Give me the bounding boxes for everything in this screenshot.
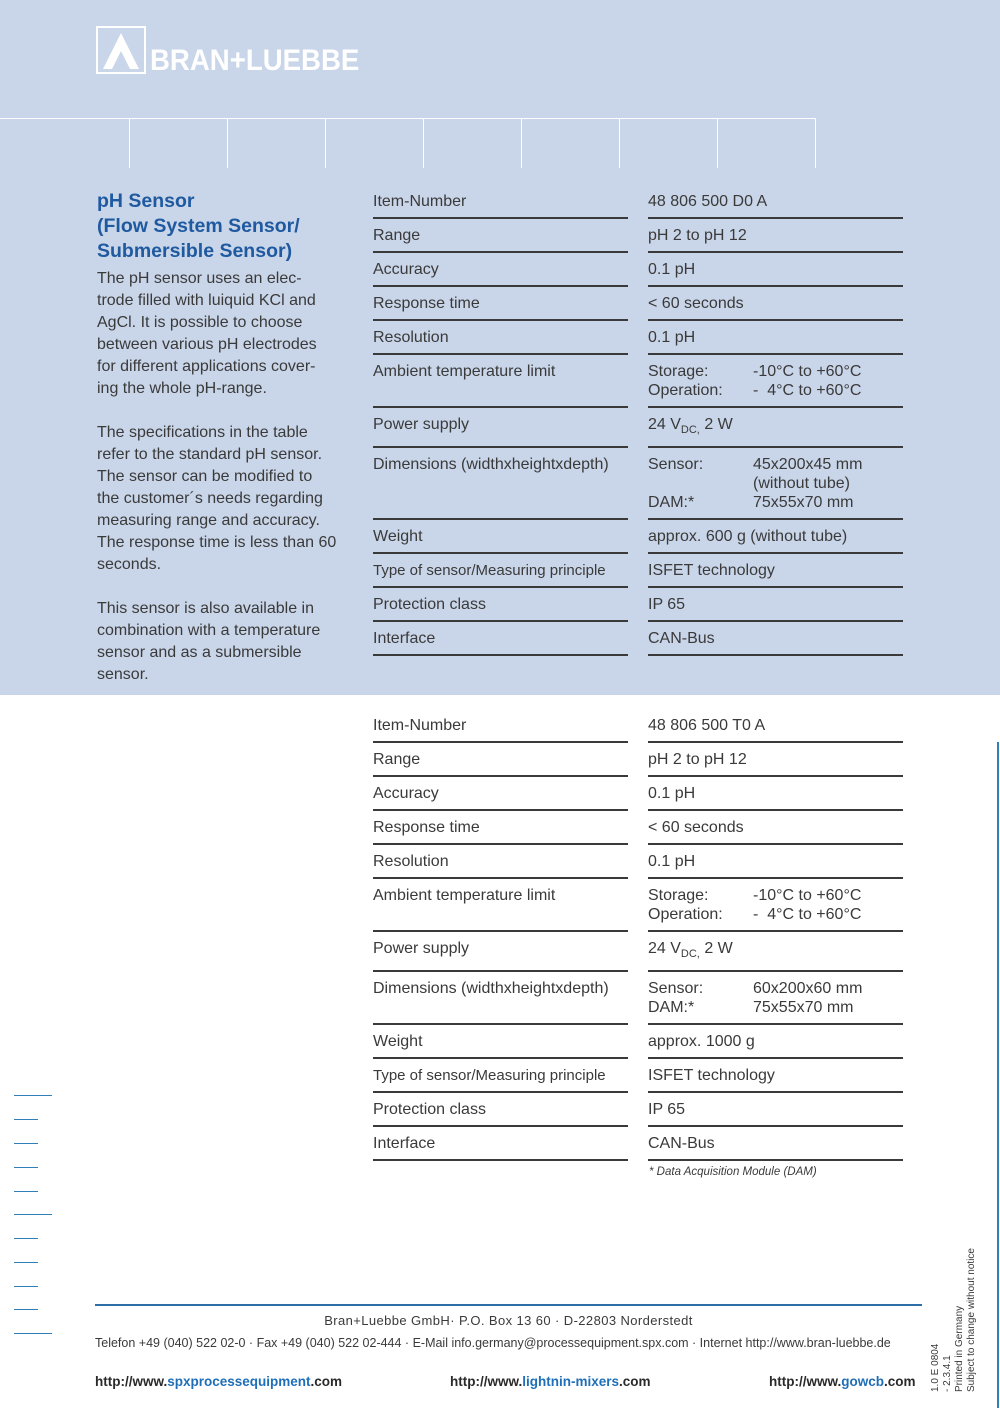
spec-row xyxy=(373,1059,903,1093)
spec-table-submersible-sensor xyxy=(373,709,903,1161)
header-ruler xyxy=(0,118,816,168)
spec-value: 48 806 500 D0 A xyxy=(648,185,903,219)
spec-value: 0.1 pH xyxy=(648,321,903,355)
description-paragraph: The pH sensor uses an elec- trode filled with luiquid KCl and AgCl. It is possible to choose between various pH electrodes for different applications cover- ing the whole pH-range. xyxy=(97,270,317,397)
spec-row xyxy=(373,448,903,520)
product-description xyxy=(97,268,337,708)
spec-label: Accuracy xyxy=(373,253,628,287)
spec-value-line: Sensor: 45x200x45 mm xyxy=(648,456,863,473)
spec-value: pH 2 to pH 12 xyxy=(648,219,903,253)
spec-value: < 60 seconds xyxy=(648,287,903,321)
spec-value: 0.1 pH xyxy=(648,777,903,811)
spec-value: IP 65 xyxy=(648,588,903,622)
logo-triangle-icon xyxy=(96,26,146,74)
spec-value: IP 65 xyxy=(648,1093,903,1127)
spec-row xyxy=(373,520,903,554)
spec-label: Weight xyxy=(373,520,628,554)
spec-value-line: Operation: - 4°C to +60°C xyxy=(648,382,862,399)
spec-label: Power supply xyxy=(373,932,628,972)
spec-label: Item-Number xyxy=(373,709,628,743)
spec-label: Range xyxy=(373,743,628,777)
spec-row xyxy=(373,709,903,743)
spec-row xyxy=(373,1025,903,1059)
spec-value: CAN-Bus xyxy=(648,622,903,656)
product-title xyxy=(97,189,337,264)
title-line: (Flow System Sensor/ xyxy=(97,215,300,237)
spec-label: Response time xyxy=(373,811,628,845)
spec-label: Ambient temperature limit xyxy=(373,879,628,932)
spec-value: 0.1 pH xyxy=(648,845,903,879)
spec-row xyxy=(373,408,903,448)
spec-row xyxy=(373,185,903,219)
spec-value: 24 $V_{DC,}$ 2 W xyxy=(648,932,903,972)
spec-label: Interface xyxy=(373,1127,628,1161)
footer-address: Bran+Luebbe GmbH· P.O. Box 13 60 · D-22803 Norderstedt xyxy=(324,1313,693,1328)
link-spx[interactable]: http://www.spxprocessequipment.com xyxy=(95,1374,343,1389)
spec-label: Protection class xyxy=(373,588,628,622)
spec-label: Resolution xyxy=(373,321,628,355)
spec-value-line: Operation: - 4°C to +60°C xyxy=(648,906,862,923)
spec-row xyxy=(373,777,903,811)
spec-row xyxy=(373,743,903,777)
spec-row xyxy=(373,1127,903,1161)
spec-value-line: DAM:* 75x55x70 mm xyxy=(648,494,854,511)
spec-label: Power supply xyxy=(373,408,628,448)
spec-row xyxy=(373,972,903,1025)
brand-logo xyxy=(96,26,378,77)
spec-label: Ambient temperature limit xyxy=(373,355,628,408)
spec-value: ISFET technology xyxy=(648,1059,903,1093)
spec-label: Protection class xyxy=(373,1093,628,1127)
spec-value: < 60 seconds xyxy=(648,811,903,845)
spec-value xyxy=(648,448,903,520)
spec-label: Dimensions (widthxheightxdepth) xyxy=(373,448,628,520)
spec-value-line: Storage: -10°C to +60°C xyxy=(648,363,862,380)
spec-value xyxy=(648,879,903,932)
spec-label: Type of sensor/Measuring principle xyxy=(373,554,628,588)
spec-value-line: Storage: -10°C to +60°C xyxy=(648,887,862,904)
title-line: pH Sensor xyxy=(97,190,195,212)
print-note: 1.0 E 0804 xyxy=(930,1343,941,1392)
spec-row xyxy=(373,879,903,932)
spec-value-line: (without tube) xyxy=(753,475,850,492)
spec-label: Item-Number xyxy=(373,185,628,219)
spec-value: 48 806 500 T0 A xyxy=(648,709,903,743)
spec-label: Type of sensor/Measuring principle xyxy=(373,1059,628,1093)
right-accent-line xyxy=(997,742,999,1408)
link-lightnin[interactable]: http://www.lightnin-mixers.com xyxy=(450,1374,651,1389)
print-note: Subject to change without notice xyxy=(966,1248,977,1392)
spec-value-line: DAM:* 75x55x70 mm xyxy=(648,999,854,1016)
footnote: * Data Acquisition Module (DAM) xyxy=(649,1166,817,1178)
spec-row xyxy=(373,219,903,253)
spec-value: approx. 600 g (without tube) xyxy=(648,520,903,554)
spec-value xyxy=(648,972,903,1025)
spec-value xyxy=(648,355,903,408)
print-note: - 2.3.4.1 xyxy=(942,1355,953,1392)
spec-value: 24 $V_{DC,}$ 2 W xyxy=(648,408,903,448)
spec-row xyxy=(373,932,903,972)
spec-row xyxy=(373,588,903,622)
spec-row xyxy=(373,321,903,355)
print-note: Printed in Germany xyxy=(954,1305,965,1392)
spec-row xyxy=(373,287,903,321)
spec-row xyxy=(373,1093,903,1127)
spec-value: CAN-Bus xyxy=(648,1127,903,1161)
title-line: Submersible Sensor) xyxy=(97,240,293,262)
spec-label: Interface xyxy=(373,622,628,656)
logo-wordmark: BRAN+LUEBBE xyxy=(150,44,360,77)
spec-label: Range xyxy=(373,219,628,253)
link-gowcb[interactable]: http://www.gowcb.com xyxy=(769,1374,916,1389)
spec-label: Accuracy xyxy=(373,777,628,811)
spec-label: Weight xyxy=(373,1025,628,1059)
spec-row xyxy=(373,845,903,879)
spec-label: Resolution xyxy=(373,845,628,879)
spec-row xyxy=(373,253,903,287)
footer-contact: Telefon +49 (040) 522 02-0 · Fax +49 (040) 522 02-444 · E-Mail info.germany@processequipment.spx.com · Internet http://www.bran-luebbe.de xyxy=(95,1336,891,1350)
description-paragraph: The specifications in the table refer to the standard pH sensor. The sensor can be modified to the customer´s needs regarding measuring range and accuracy. The response time is less than 60 seconds. xyxy=(97,424,337,573)
spec-value: pH 2 to pH 12 xyxy=(648,743,903,777)
spec-row xyxy=(373,622,903,656)
print-notes xyxy=(930,1248,978,1392)
spec-label: Dimensions (widthxheightxdepth) xyxy=(373,972,628,1025)
footer-divider xyxy=(95,1304,922,1306)
spec-value: approx. 1000 g xyxy=(648,1025,903,1059)
spec-label: Response time xyxy=(373,287,628,321)
spec-row xyxy=(373,355,903,408)
spec-value: 0.1 pH xyxy=(648,253,903,287)
spec-value: ISFET technology xyxy=(648,554,903,588)
spec-row xyxy=(373,811,903,845)
spec-table-flow-sensor xyxy=(373,185,903,656)
description-paragraph: This sensor is also available in combination with a temperature sensor and as a submersible sensor. xyxy=(97,600,321,683)
spec-value-line: Sensor: 60x200x60 mm xyxy=(648,980,863,997)
spec-row xyxy=(373,554,903,588)
